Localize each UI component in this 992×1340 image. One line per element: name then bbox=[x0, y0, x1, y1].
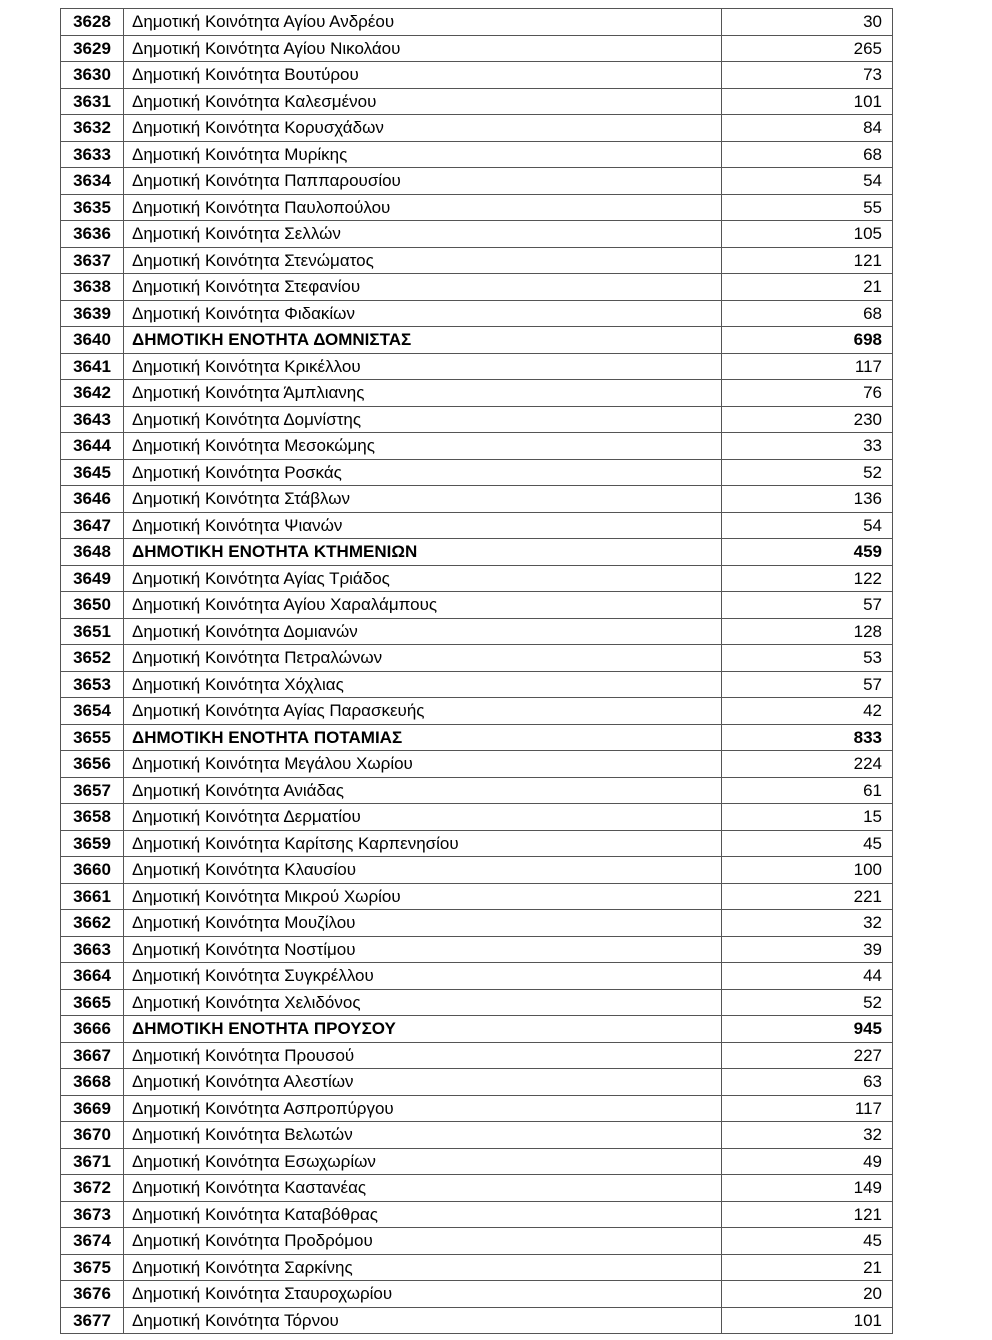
row-name-cell: Δημοτική Κοινότητα Σελλών bbox=[124, 221, 722, 248]
table-row bbox=[61, 35, 893, 62]
row-code-cell: 3675 bbox=[61, 1254, 124, 1281]
table-row bbox=[61, 963, 893, 990]
table-row bbox=[61, 989, 893, 1016]
row-code-cell: 3667 bbox=[61, 1042, 124, 1069]
row-value-cell: 32 bbox=[722, 910, 893, 937]
row-code-cell: 3647 bbox=[61, 512, 124, 539]
row-value-cell: 100 bbox=[722, 857, 893, 884]
row-code-cell: 3629 bbox=[61, 35, 124, 62]
row-code-cell: 3672 bbox=[61, 1175, 124, 1202]
row-code-cell: 3634 bbox=[61, 168, 124, 195]
table-row bbox=[61, 565, 893, 592]
table-row bbox=[61, 1201, 893, 1228]
table-row bbox=[61, 936, 893, 963]
row-value-cell: 39 bbox=[722, 936, 893, 963]
row-value-cell: 833 bbox=[722, 724, 893, 751]
row-code-cell: 3656 bbox=[61, 751, 124, 778]
table-row bbox=[61, 1175, 893, 1202]
row-code-cell: 3653 bbox=[61, 671, 124, 698]
community-table bbox=[60, 8, 893, 1334]
row-name-cell: Δημοτική Κοινότητα Εσωχωρίων bbox=[124, 1148, 722, 1175]
row-name-cell: Δημοτική Κοινότητα Δομιανών bbox=[124, 618, 722, 645]
table-row bbox=[61, 512, 893, 539]
row-name-cell: Δημοτική Κοινότητα Μικρού Χωρίου bbox=[124, 883, 722, 910]
section-heading-row bbox=[61, 539, 893, 566]
table-row bbox=[61, 9, 893, 36]
row-value-cell: 54 bbox=[722, 512, 893, 539]
table-row bbox=[61, 141, 893, 168]
table-row bbox=[61, 910, 893, 937]
row-value-cell: 54 bbox=[722, 168, 893, 195]
row-code-cell: 3677 bbox=[61, 1307, 124, 1334]
row-name-cell: Δημοτική Κοινότητα Δομνίστης bbox=[124, 406, 722, 433]
row-value-cell: 44 bbox=[722, 963, 893, 990]
table-row bbox=[61, 459, 893, 486]
section-heading-row bbox=[61, 1016, 893, 1043]
row-code-cell: 3661 bbox=[61, 883, 124, 910]
row-code-cell: 3665 bbox=[61, 989, 124, 1016]
row-name-cell: Δημοτική Κοινότητα Καρίτσης Καρπενησίου bbox=[124, 830, 722, 857]
row-name-cell: Δημοτική Κοινότητα Αλεστίων bbox=[124, 1069, 722, 1096]
row-value-cell: 128 bbox=[722, 618, 893, 645]
row-name-cell: Δημοτική Κοινότητα Μεγάλου Χωρίου bbox=[124, 751, 722, 778]
row-code-cell: 3662 bbox=[61, 910, 124, 937]
row-name-cell: Δημοτική Κοινότητα Βελωτών bbox=[124, 1122, 722, 1149]
table-row bbox=[61, 618, 893, 645]
row-code-cell: 3669 bbox=[61, 1095, 124, 1122]
row-code-cell: 3670 bbox=[61, 1122, 124, 1149]
table-row bbox=[61, 1254, 893, 1281]
row-value-cell: 45 bbox=[722, 830, 893, 857]
row-value-cell: 122 bbox=[722, 565, 893, 592]
row-name-cell: Δημοτική Κοινότητα Αγίας Παρασκευής bbox=[124, 698, 722, 725]
row-code-cell: 3642 bbox=[61, 380, 124, 407]
row-name-cell: Δημοτική Κοινότητα Καστανέας bbox=[124, 1175, 722, 1202]
table-row bbox=[61, 247, 893, 274]
table-row bbox=[61, 115, 893, 142]
table-row bbox=[61, 1122, 893, 1149]
row-name-cell: ΔΗΜΟΤΙΚΗ ΕΝΟΤΗΤΑ ΠΟΤΑΜΙΑΣ bbox=[124, 724, 722, 751]
table-row bbox=[61, 751, 893, 778]
row-value-cell: 149 bbox=[722, 1175, 893, 1202]
row-value-cell: 945 bbox=[722, 1016, 893, 1043]
row-name-cell: Δημοτική Κοινότητα Αγίου Ανδρέου bbox=[124, 9, 722, 36]
row-value-cell: 49 bbox=[722, 1148, 893, 1175]
row-value-cell: 30 bbox=[722, 9, 893, 36]
row-value-cell: 21 bbox=[722, 274, 893, 301]
row-value-cell: 63 bbox=[722, 1069, 893, 1096]
row-code-cell: 3646 bbox=[61, 486, 124, 513]
row-value-cell: 57 bbox=[722, 671, 893, 698]
row-value-cell: 121 bbox=[722, 1201, 893, 1228]
row-name-cell: Δημοτική Κοινότητα Χόχλιας bbox=[124, 671, 722, 698]
row-value-cell: 227 bbox=[722, 1042, 893, 1069]
row-code-cell: 3630 bbox=[61, 62, 124, 89]
row-code-cell: 3655 bbox=[61, 724, 124, 751]
row-name-cell: Δημοτική Κοινότητα Κορυσχάδων bbox=[124, 115, 722, 142]
row-name-cell: Δημοτική Κοινότητα Τόρνου bbox=[124, 1307, 722, 1334]
table-row bbox=[61, 88, 893, 115]
row-name-cell: Δημοτική Κοινότητα Αγίας Τριάδος bbox=[124, 565, 722, 592]
table-row bbox=[61, 380, 893, 407]
row-name-cell: ΔΗΜΟΤΙΚΗ ΕΝΟΤΗΤΑ ΚΤΗΜΕΝΙΩΝ bbox=[124, 539, 722, 566]
row-value-cell: 32 bbox=[722, 1122, 893, 1149]
row-name-cell: Δημοτική Κοινότητα Πετραλώνων bbox=[124, 645, 722, 672]
table-row bbox=[61, 1095, 893, 1122]
row-name-cell: Δημοτική Κοινότητα Αγίου Χαραλάμπους bbox=[124, 592, 722, 619]
row-code-cell: 3673 bbox=[61, 1201, 124, 1228]
row-value-cell: 68 bbox=[722, 141, 893, 168]
row-name-cell: Δημοτική Κοινότητα Σαρκίνης bbox=[124, 1254, 722, 1281]
section-heading-row bbox=[61, 327, 893, 354]
row-value-cell: 73 bbox=[722, 62, 893, 89]
row-value-cell: 45 bbox=[722, 1228, 893, 1255]
row-name-cell: Δημοτική Κοινότητα Στεφανίου bbox=[124, 274, 722, 301]
row-name-cell: Δημοτική Κοινότητα Παυλοπούλου bbox=[124, 194, 722, 221]
row-name-cell: Δημοτική Κοινότητα Μεσοκώμης bbox=[124, 433, 722, 460]
table-row bbox=[61, 777, 893, 804]
row-code-cell: 3660 bbox=[61, 857, 124, 884]
row-name-cell: Δημοτική Κοινότητα Άμπλιανης bbox=[124, 380, 722, 407]
row-name-cell: Δημοτική Κοινότητα Καταβόθρας bbox=[124, 1201, 722, 1228]
table-row bbox=[61, 804, 893, 831]
row-name-cell: Δημοτική Κοινότητα Κρικέλλου bbox=[124, 353, 722, 380]
row-name-cell: Δημοτική Κοινότητα Βουτύρου bbox=[124, 62, 722, 89]
row-value-cell: 265 bbox=[722, 35, 893, 62]
row-name-cell: Δημοτική Κοινότητα Ασπροπύργου bbox=[124, 1095, 722, 1122]
row-value-cell: 221 bbox=[722, 883, 893, 910]
row-code-cell: 3636 bbox=[61, 221, 124, 248]
row-code-cell: 3652 bbox=[61, 645, 124, 672]
table-row bbox=[61, 274, 893, 301]
row-name-cell: Δημοτική Κοινότητα Νοστίμου bbox=[124, 936, 722, 963]
row-name-cell: Δημοτική Κοινότητα Παππαρουσίου bbox=[124, 168, 722, 195]
row-value-cell: 698 bbox=[722, 327, 893, 354]
row-code-cell: 3645 bbox=[61, 459, 124, 486]
row-value-cell: 33 bbox=[722, 433, 893, 460]
row-name-cell: Δημοτική Κοινότητα Ροσκάς bbox=[124, 459, 722, 486]
row-value-cell: 105 bbox=[722, 221, 893, 248]
row-name-cell: Δημοτική Κοινότητα Κλαυσίου bbox=[124, 857, 722, 884]
row-name-cell: Δημοτική Κοινότητα Αγίου Νικολάου bbox=[124, 35, 722, 62]
row-code-cell: 3639 bbox=[61, 300, 124, 327]
row-value-cell: 68 bbox=[722, 300, 893, 327]
row-code-cell: 3640 bbox=[61, 327, 124, 354]
row-value-cell: 15 bbox=[722, 804, 893, 831]
table-row bbox=[61, 433, 893, 460]
row-name-cell: Δημοτική Κοινότητα Συγκρέλλου bbox=[124, 963, 722, 990]
table-row bbox=[61, 1069, 893, 1096]
row-code-cell: 3674 bbox=[61, 1228, 124, 1255]
table-row bbox=[61, 592, 893, 619]
row-code-cell: 3648 bbox=[61, 539, 124, 566]
table-row bbox=[61, 1148, 893, 1175]
row-code-cell: 3638 bbox=[61, 274, 124, 301]
row-code-cell: 3676 bbox=[61, 1281, 124, 1308]
row-code-cell: 3649 bbox=[61, 565, 124, 592]
row-name-cell: ΔΗΜΟΤΙΚΗ ΕΝΟΤΗΤΑ ΔΟΜΝΙΣΤΑΣ bbox=[124, 327, 722, 354]
row-code-cell: 3650 bbox=[61, 592, 124, 619]
table-row bbox=[61, 671, 893, 698]
row-name-cell: Δημοτική Κοινότητα Ψιανών bbox=[124, 512, 722, 539]
row-name-cell: Δημοτική Κοινότητα Δερματίου bbox=[124, 804, 722, 831]
row-name-cell: ΔΗΜΟΤΙΚΗ ΕΝΟΤΗΤΑ ΠΡΟΥΣΟΥ bbox=[124, 1016, 722, 1043]
row-code-cell: 3633 bbox=[61, 141, 124, 168]
row-value-cell: 136 bbox=[722, 486, 893, 513]
row-value-cell: 21 bbox=[722, 1254, 893, 1281]
row-code-cell: 3631 bbox=[61, 88, 124, 115]
row-name-cell: Δημοτική Κοινότητα Ανιάδας bbox=[124, 777, 722, 804]
row-value-cell: 224 bbox=[722, 751, 893, 778]
row-value-cell: 459 bbox=[722, 539, 893, 566]
row-name-cell: Δημοτική Κοινότητα Μυρίκης bbox=[124, 141, 722, 168]
table-row bbox=[61, 168, 893, 195]
row-code-cell: 3663 bbox=[61, 936, 124, 963]
row-value-cell: 101 bbox=[722, 1307, 893, 1334]
row-code-cell: 3658 bbox=[61, 804, 124, 831]
row-name-cell: Δημοτική Κοινότητα Σταυροχωρίου bbox=[124, 1281, 722, 1308]
row-code-cell: 3643 bbox=[61, 406, 124, 433]
row-name-cell: Δημοτική Κοινότητα Χελιδόνος bbox=[124, 989, 722, 1016]
row-code-cell: 3632 bbox=[61, 115, 124, 142]
row-value-cell: 117 bbox=[722, 353, 893, 380]
row-name-cell: Δημοτική Κοινότητα Μουζίλου bbox=[124, 910, 722, 937]
row-code-cell: 3644 bbox=[61, 433, 124, 460]
row-code-cell: 3635 bbox=[61, 194, 124, 221]
table-row bbox=[61, 486, 893, 513]
row-name-cell: Δημοτική Κοινότητα Στάβλων bbox=[124, 486, 722, 513]
row-name-cell: Δημοτική Κοινότητα Στενώματος bbox=[124, 247, 722, 274]
row-value-cell: 52 bbox=[722, 989, 893, 1016]
row-code-cell: 3657 bbox=[61, 777, 124, 804]
row-name-cell: Δημοτική Κοινότητα Προυσού bbox=[124, 1042, 722, 1069]
row-name-cell: Δημοτική Κοινότητα Φιδακίων bbox=[124, 300, 722, 327]
row-code-cell: 3641 bbox=[61, 353, 124, 380]
table-row bbox=[61, 645, 893, 672]
row-value-cell: 121 bbox=[722, 247, 893, 274]
table-row bbox=[61, 194, 893, 221]
row-code-cell: 3664 bbox=[61, 963, 124, 990]
table-body bbox=[61, 9, 893, 1334]
row-code-cell: 3637 bbox=[61, 247, 124, 274]
table-row bbox=[61, 1228, 893, 1255]
table-row bbox=[61, 62, 893, 89]
section-heading-row bbox=[61, 724, 893, 751]
table-row bbox=[61, 1281, 893, 1308]
table-row bbox=[61, 883, 893, 910]
row-value-cell: 61 bbox=[722, 777, 893, 804]
row-name-cell: Δημοτική Κοινότητα Προδρόμου bbox=[124, 1228, 722, 1255]
row-name-cell: Δημοτική Κοινότητα Καλεσμένου bbox=[124, 88, 722, 115]
row-value-cell: 230 bbox=[722, 406, 893, 433]
row-code-cell: 3668 bbox=[61, 1069, 124, 1096]
table-row bbox=[61, 300, 893, 327]
table-row bbox=[61, 406, 893, 433]
row-value-cell: 57 bbox=[722, 592, 893, 619]
row-value-cell: 101 bbox=[722, 88, 893, 115]
row-code-cell: 3654 bbox=[61, 698, 124, 725]
row-value-cell: 55 bbox=[722, 194, 893, 221]
row-value-cell: 42 bbox=[722, 698, 893, 725]
row-value-cell: 53 bbox=[722, 645, 893, 672]
table-row bbox=[61, 221, 893, 248]
row-value-cell: 52 bbox=[722, 459, 893, 486]
row-code-cell: 3651 bbox=[61, 618, 124, 645]
table-row bbox=[61, 1307, 893, 1334]
table-row bbox=[61, 698, 893, 725]
row-code-cell: 3659 bbox=[61, 830, 124, 857]
row-value-cell: 117 bbox=[722, 1095, 893, 1122]
row-value-cell: 84 bbox=[722, 115, 893, 142]
row-value-cell: 20 bbox=[722, 1281, 893, 1308]
row-code-cell: 3671 bbox=[61, 1148, 124, 1175]
row-code-cell: 3628 bbox=[61, 9, 124, 36]
table-row bbox=[61, 1042, 893, 1069]
row-value-cell: 76 bbox=[722, 380, 893, 407]
table-row bbox=[61, 830, 893, 857]
table-row bbox=[61, 353, 893, 380]
row-code-cell: 3666 bbox=[61, 1016, 124, 1043]
table-row bbox=[61, 857, 893, 884]
